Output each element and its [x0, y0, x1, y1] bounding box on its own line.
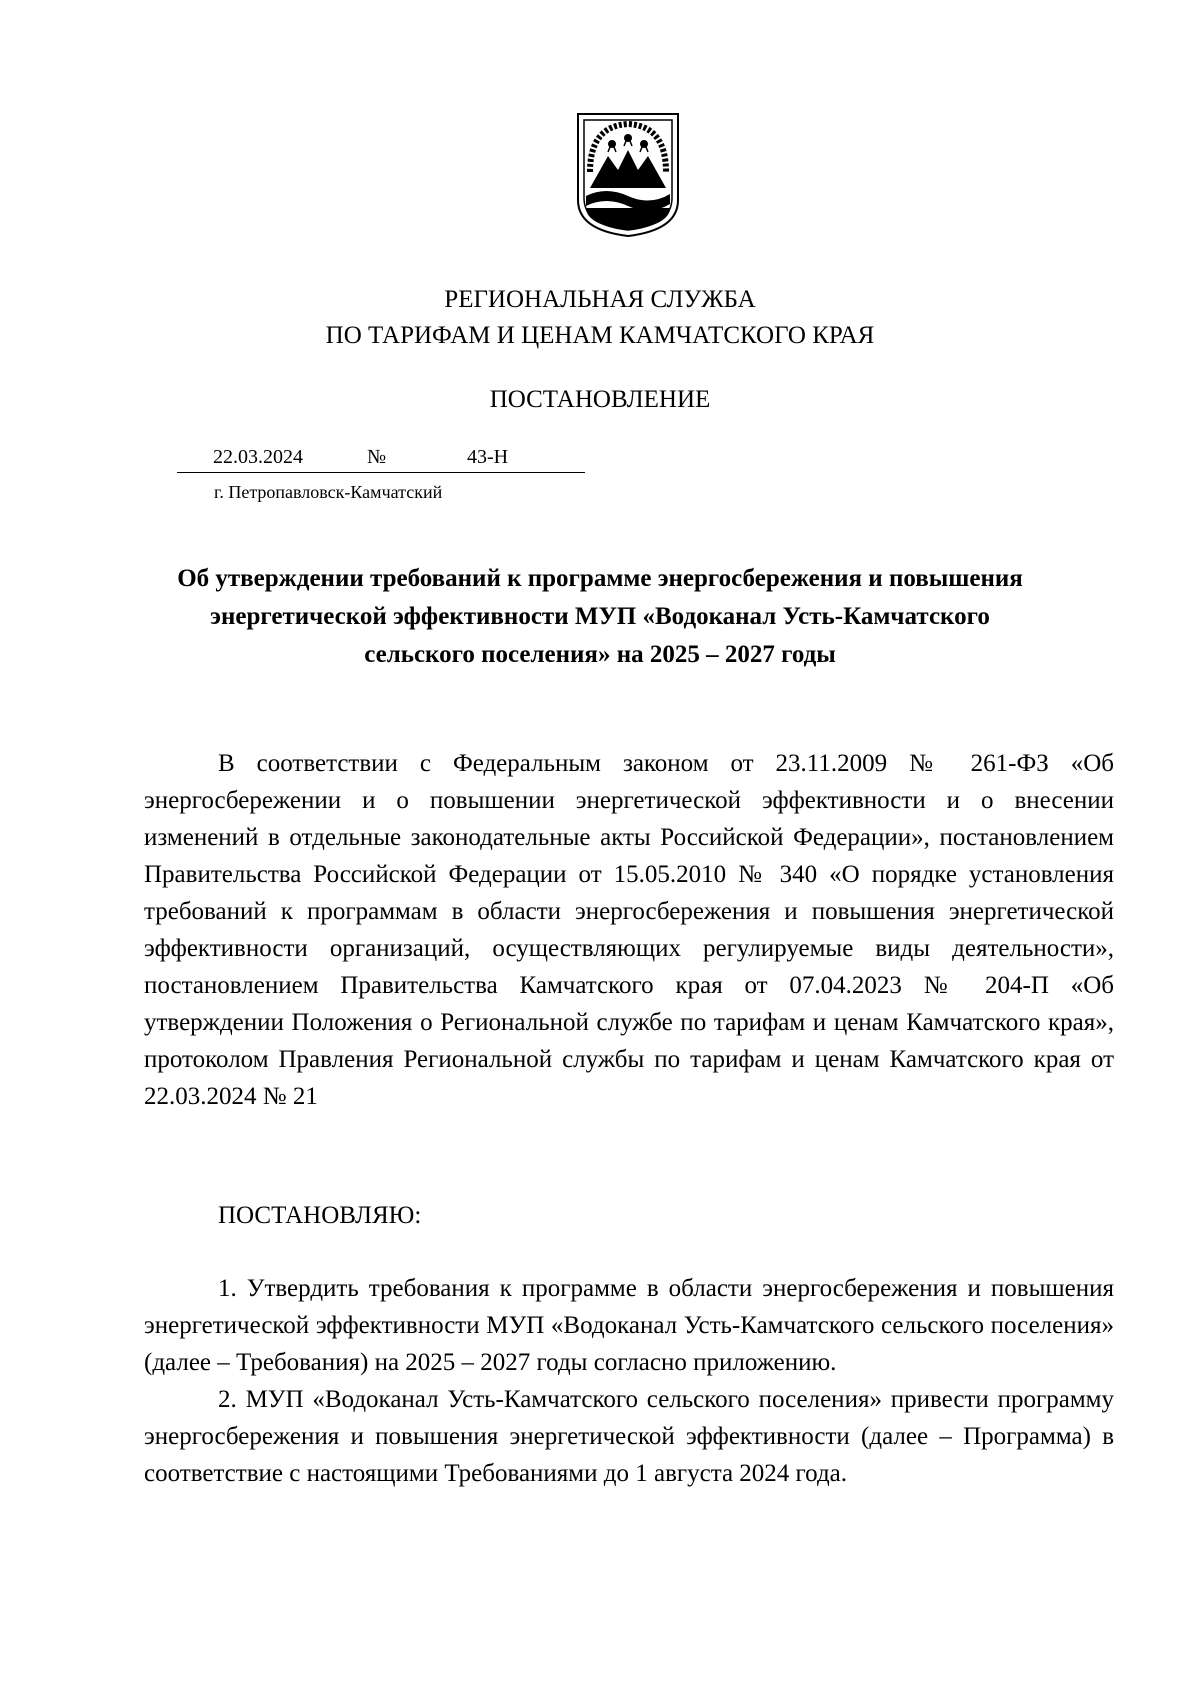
document-number: 43-Н	[467, 446, 509, 468]
decree-word: ПОСТАНОВЛЯЮ:	[218, 1202, 422, 1229]
date-number-underline	[177, 472, 585, 473]
document-title-line1: Об утверждении требований к программе энергосбережения и повышения	[177, 565, 1023, 592]
number-sign: №	[367, 446, 387, 468]
document-title	[120, 560, 1080, 674]
preamble-section	[144, 745, 1114, 1115]
decree-item-1: 1. Утвердить требования к программе в области энергосбережения и повышения энергетической эффективности МУП «Водоканал Усть-Камчатского сельского поселения» (далее – Требования) на 2025 – 2027 годы согласно приложению.	[144, 1275, 1114, 1376]
agency-name-line1: РЕГИОНАЛЬНАЯ СЛУЖБА	[444, 286, 756, 313]
decree-item-2: 2. МУП «Водоканал Усть-Камчатского сельского поселения» привести программу энергосбережения и повышения энергетической эффективности (далее – Программа) в соответствие с настоящими Требованиями до 1 августа 2024 года.	[144, 1386, 1114, 1487]
document-date: 22.03.2024	[213, 446, 303, 468]
agency-name-line2: ПО ТАРИФАМ И ЦЕНАМ КАМЧАТСКОГО КРАЯ	[325, 322, 875, 349]
agency-name	[0, 282, 1200, 354]
document-date-number	[177, 446, 585, 476]
kamchatka-coat-of-arms-icon	[576, 112, 680, 238]
document-type: ПОСТАНОВЛЕНИЕ	[489, 386, 711, 413]
document-title-line2: энергетической эффективности МУП «Водоканал Усть-Камчатского	[210, 603, 990, 630]
document-city: г. Петропавловск-Камчатский	[214, 482, 443, 502]
document-title-line3: сельского поселения» на 2025 – 2027 годы	[364, 641, 836, 668]
decree-items	[144, 1270, 1114, 1492]
preamble-paragraph: В соответствии с Федеральным законом от 23.11.2009 № 261-ФЗ «Об энергосбережении и о повышении энергетической эффективности и о внесении изменений в отдельные законодательные акты Российской Федерации», постановлением Правительства Российской Федерации от 15.05.2010 № 340 «О порядке установления требований к программам в области энергосбережения и повышения энергетической эффективности организаций, осуществляющих регулируемые виды деятельности», постановлением Правительства Камчатского края от 07.04.2023 № 204-П «Об утверждении Положения о Региональной службе по тарифам и ценам Камчатского края», протоколом Правления Региональной службы по тарифам и ценам Камчатского края от 22.03.2024 № 21	[144, 750, 1114, 1110]
